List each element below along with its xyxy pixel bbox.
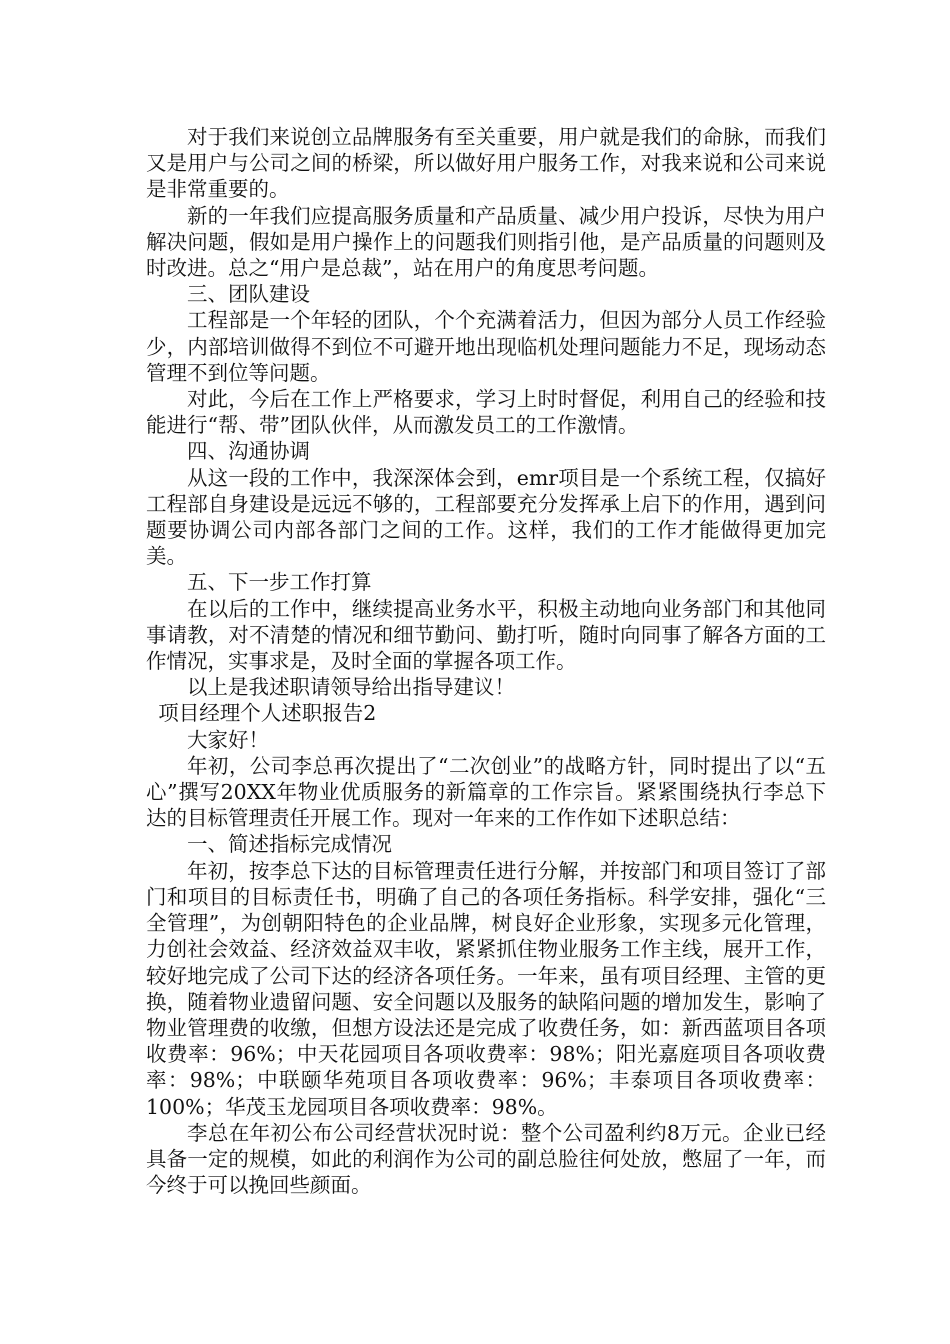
- paragraph-team-measures: 对此，今后在工作上严格要求，学习上时时督促，利用自己的经验和技能进行“帮、带”团队伙伴，从而激发员工的工作激情。: [146, 387, 826, 438]
- paragraph-indicators: 年初，按李总下达的目标管理责任进行分解，并按部门和项目签订了部门和项目的目标责任书，明确了自己的各项任务指标。科学安排，强化“三全管理”，为创朝阳特色的企业品牌，树良好企业形象，实现多元化管理，力创社会效益、经济效益双丰收，紧紧抓住物业服务工作主线，展开工作，较好地完成了公司下达的经济各项任务。一年来，虽有项目经理、主管的更换，随着物业遗留问题、安全问题以及服务的缺陷问题的增加发生，影响了物业管理费的收缴，但想方设法还是完成了收费任务，如：新西蓝项目各项收费率：96%；中天花园项目各项收费率：98%；阳光嘉庭项目各项收费率：98%；中联颐华苑项目各项收费率：96%；丰泰项目各项收费率：100%；华茂玉龙园项目各项收费率：98%。: [146, 858, 826, 1119]
- paragraph-next-steps: 在以后的工作中，继续提高业务水平，积极主动地向业务部门和其他同事请教，对不清楚的情况和细节勤问、勤打听，随时向同事了解各方面的工作情况，实事求是，及时全面的掌握各项工作。: [146, 596, 826, 674]
- report-title-2: 项目经理个人述职报告2: [158, 701, 377, 726]
- paragraph-brand-service: 对于我们来说创立品牌服务有至关重要，用户就是我们的命脉，而我们又是用户与公司之间的桥梁，所以做好用户服务工作，对我来说和公司来说是非常重要的。: [146, 125, 826, 202]
- paragraph-greeting: 大家好！: [187, 727, 269, 752]
- paragraph-closing: 以上是我述职请领导给出指导建议！: [187, 675, 515, 700]
- paragraph-team: 工程部是一个年轻的团队，个个充满着活力，但因为部分人员工作经验少，内部培训做得不到位不可避开地出现临机处理问题能力不足，现场动态管理不到位等问题。: [146, 308, 826, 385]
- paragraph-intro: 年初，公司李总再次提出了“二次创业”的战略方针，同时提出了以“五心”撰写20XX年物业优质服务的新篇章的工作宗旨。紧紧围绕执行李总下达的目标管理责任开展工作。现对一年来的工作作如下述职总结：: [146, 753, 826, 831]
- paragraph-profit: 李总在年初公布公司经营状况时说：整个公司盈利约8万元。企业已经具备一定的规模，如此的利润作为公司的副总脸往何处放，憋屈了一年，而今终于可以挽回些颜面。: [146, 1120, 826, 1198]
- paragraph-quality: 新的一年我们应提高服务质量和产品质量、减少用户投诉，尽快为用户解决问题，假如是用户操作上的问题我们则指引他，是产品质量的问题则及时改进。总之“用户是总裁”，站在用户的角度思考问题。: [146, 203, 826, 281]
- document-body: [146, 124, 826, 1198]
- heading-communication: 四、沟通协调: [187, 439, 310, 464]
- heading-team-building: 三、团队建设: [187, 282, 310, 307]
- paragraph-communication: 从这一段的工作中，我深深体会到，emr项目是一个系统工程，仅搞好工程部自身建设是远远不够的，工程部要充分发挥承上启下的作用，遇到问题要协调公司内部各部门之间的工作。这样，我们的工作才能做得更加完美。: [146, 465, 826, 569]
- heading-indicators: 一、简述指标完成情况: [187, 832, 392, 857]
- heading-next-steps: 五、下一步工作打算: [187, 570, 372, 595]
